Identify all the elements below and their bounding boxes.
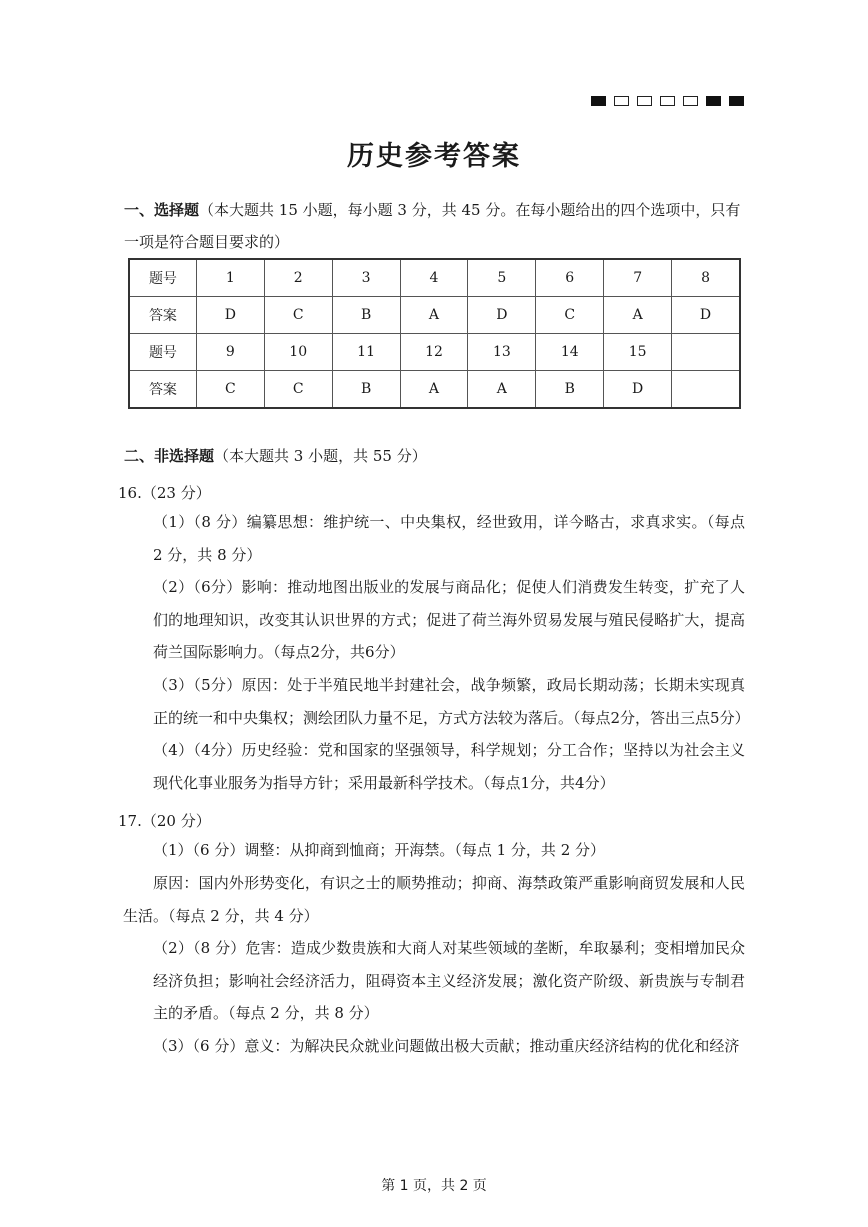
table-cell: B bbox=[332, 297, 400, 334]
table-cell: 13 bbox=[468, 334, 536, 371]
section-2-intro bbox=[124, 440, 744, 472]
table-cell: 6 bbox=[536, 259, 604, 297]
marker-square bbox=[637, 96, 652, 106]
table-cell: C bbox=[264, 371, 332, 409]
table-row bbox=[129, 371, 740, 409]
page-markers bbox=[591, 96, 744, 106]
q16-part-1: （1）（8 分）编纂思想：维护统一、中央集权，经世致用，详今略古，求真求实。（每点 2 分，共 8 分） bbox=[153, 513, 745, 564]
q17-part-2: （2）（8 分）危害：造成少数贵族和大商人对某些领域的垄断，牟取暴利；变相增加民众经济负担；影响社会经济活力，阻碍资本主义经济发展；激化资产阶级、新贵族与专制君主的矛盾。（每点 2 分，共 8 分） bbox=[153, 939, 745, 1022]
table-cell: D bbox=[604, 371, 672, 409]
table-cell bbox=[672, 334, 740, 371]
table-cell: C bbox=[536, 297, 604, 334]
table-row-label: 题号 bbox=[129, 259, 196, 297]
page-title: 历史参考答案 bbox=[347, 141, 521, 172]
page-footer: 第 1 页，共 2 页 bbox=[381, 1178, 487, 1194]
table-cell: 15 bbox=[604, 334, 672, 371]
q16-part-4: （4）（4分）历史经验：党和国家的坚强领导，科学规划；分工合作；坚持以为社会主义现代化事业服务为指导方针；采用最新科学技术。（每点1分，共4分） bbox=[153, 741, 745, 792]
table-row-label: 答案 bbox=[129, 297, 196, 334]
table-cell: A bbox=[400, 297, 468, 334]
table-row-label: 题号 bbox=[129, 334, 196, 371]
table-row bbox=[129, 334, 740, 371]
table-row bbox=[129, 259, 740, 297]
table-cell bbox=[672, 371, 740, 409]
table-cell: B bbox=[332, 371, 400, 409]
section-1-heading: 一、选择题 bbox=[124, 201, 200, 219]
marker-square bbox=[706, 96, 721, 106]
q16-part-3: （3）（5分）原因：处于半殖民地半封建社会，战争频繁，政局长期动荡；长期未实现真正的统一和中央集权；测绘团队力量不足，方式方法较为落后。（每点2分，答出三点5分） bbox=[153, 676, 750, 727]
question-16-heading: 16.（23 分） bbox=[118, 484, 211, 502]
table-row bbox=[129, 297, 740, 334]
table-cell: 5 bbox=[468, 259, 536, 297]
marker-square bbox=[591, 96, 606, 106]
table-cell: C bbox=[196, 371, 264, 409]
table-cell: A bbox=[400, 371, 468, 409]
table-cell: 11 bbox=[332, 334, 400, 371]
marker-square bbox=[660, 96, 675, 106]
table-cell: C bbox=[264, 297, 332, 334]
marker-square bbox=[729, 96, 744, 106]
table-cell: 12 bbox=[400, 334, 468, 371]
table-cell: 9 bbox=[196, 334, 264, 371]
table-cell: 8 bbox=[672, 259, 740, 297]
section-1-intro bbox=[124, 194, 744, 258]
table-row-label: 答案 bbox=[129, 371, 196, 409]
table-cell: A bbox=[468, 371, 536, 409]
table-cell: D bbox=[468, 297, 536, 334]
table-cell: D bbox=[672, 297, 740, 334]
question-17-heading: 17.（20 分） bbox=[118, 812, 211, 830]
marker-square bbox=[683, 96, 698, 106]
table-cell: 3 bbox=[332, 259, 400, 297]
marker-square bbox=[614, 96, 629, 106]
q17-part-1-reason: 原因：国内外形势变化，有识之士的顺势推动；抑商、海禁政策严重影响商贸发展和人民生活。（每点 2 分，共 4 分） bbox=[123, 874, 745, 925]
section-2-heading: 二、非选择题 bbox=[124, 447, 215, 465]
table-cell: 4 bbox=[400, 259, 468, 297]
table-cell: 10 bbox=[264, 334, 332, 371]
table-cell: B bbox=[536, 371, 604, 409]
answer-table bbox=[128, 258, 741, 409]
table-cell: 2 bbox=[264, 259, 332, 297]
section-2-text: （本大题共 3 小题，共 55 分） bbox=[214, 447, 427, 465]
table-cell: 14 bbox=[536, 334, 604, 371]
table-cell: 1 bbox=[196, 259, 264, 297]
table-cell: A bbox=[604, 297, 672, 334]
section-1-text: （本大题共 15 小题，每小题 3 分，共 45 分。在每小题给出的四个选项中，只有一项是符合题目要求的） bbox=[124, 201, 741, 251]
q17-part-1: （1）（6 分）调整：从抑商到恤商；开海禁。（每点 1 分，共 2 分） bbox=[153, 841, 606, 859]
table-cell: 7 bbox=[604, 259, 672, 297]
table-cell: D bbox=[196, 297, 264, 334]
q17-part-3: （3）（6 分）意义：为解决民众就业问题做出极大贡献；推动重庆经济结构的优化和经济 bbox=[153, 1037, 740, 1055]
q16-part-2: （2）（6分）影响：推动地图出版业的发展与商品化；促使人们消费发生转变，扩充了人们的地理知识，改变其认识世界的方式；促进了荷兰海外贸易发展与殖民侵略扩大，提高荷兰国际影响力。（每点2分，共6分） bbox=[153, 578, 745, 661]
